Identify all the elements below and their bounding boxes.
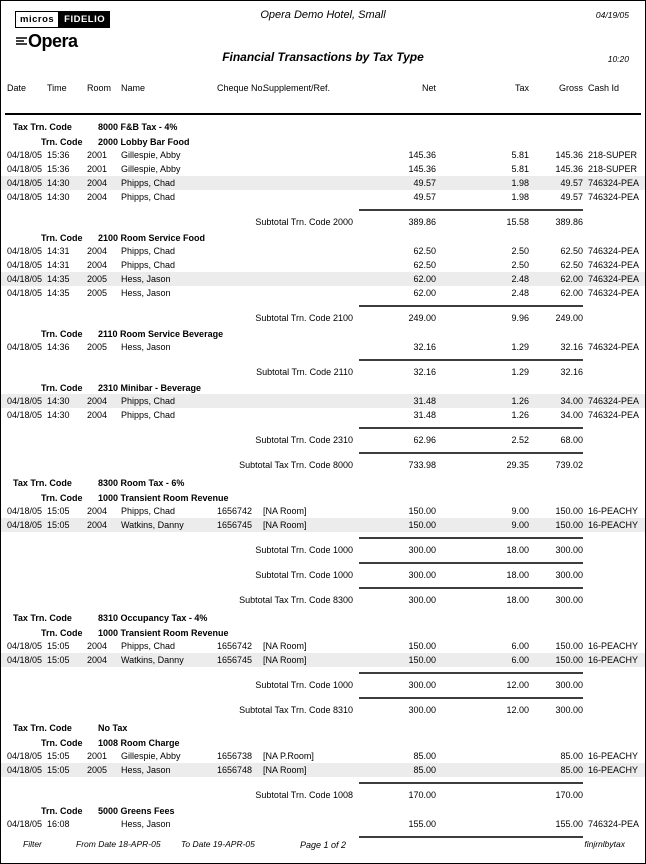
row-time: 15:36: [47, 164, 70, 174]
tax-subtotal-row-block: [1, 447, 645, 472]
row-cash-id: 16-PEACHY: [588, 506, 639, 516]
subtotal-net: 300.00: [408, 705, 436, 715]
table-row: [1, 244, 645, 258]
tax-code-label: Tax Trn. Code: [13, 723, 72, 733]
column-header-cash-id: Cash Id: [588, 83, 620, 93]
trn-code-label: Trn. Code: [41, 493, 83, 503]
report-code: finjrnlbytax: [584, 839, 625, 849]
column-header-supplement: Supplement/Ref.: [263, 83, 331, 93]
trn-group-header: [1, 491, 645, 504]
subtotal-net: 733.98: [408, 460, 436, 470]
table-row: [1, 190, 645, 204]
subtotal-tax: 18.00: [506, 570, 529, 580]
row-gross: 145.36: [555, 150, 583, 160]
subtotal-label: Subtotal Trn. Code 1008: [255, 790, 353, 800]
tax-subtotal-row: [1, 454, 645, 472]
row-room: 2004: [87, 178, 108, 188]
subtotal-row: [1, 429, 645, 447]
row-room: 2005: [87, 765, 108, 775]
row-tax: 5.81: [511, 164, 529, 174]
row-name: Hess, Jason: [121, 288, 171, 298]
table-row: [1, 408, 645, 422]
subtotal-row-block: [1, 354, 645, 379]
table-row: [1, 394, 645, 408]
trn-code-value: 1000 Transient Room Revenue: [98, 493, 229, 503]
micros-logo-text: micros: [15, 11, 59, 28]
report-time: 10:20: [607, 54, 629, 64]
trn-code-label: Trn. Code: [41, 738, 83, 748]
row-cheque-no: 1656738: [217, 751, 253, 761]
row-cash-id: 16-PEACHY: [588, 655, 639, 665]
row-net: 145.36: [408, 164, 436, 174]
row-name: Phipps, Chad: [121, 506, 176, 516]
row-room: 2005: [87, 288, 108, 298]
row-tax: 2.48: [511, 288, 529, 298]
tax-code-label: Tax Trn. Code: [13, 613, 72, 623]
row-time: 14:35: [47, 274, 70, 284]
row-gross: 32.16: [560, 342, 583, 352]
row-tax: 6.00: [511, 655, 529, 665]
row-gross: 150.00: [555, 506, 583, 516]
row-gross: 49.57: [560, 192, 583, 202]
table-row: [1, 749, 645, 763]
subtotal-row: [1, 211, 645, 229]
row-date: 04/18/05: [7, 396, 43, 406]
row-net: 31.48: [413, 396, 436, 406]
subtotal-label: Subtotal Trn. Code 1000: [255, 545, 353, 555]
row-tax: 1.26: [511, 410, 529, 420]
subtotal-tax: 12.00: [506, 680, 529, 690]
tax-section-header: [1, 721, 645, 734]
row-gross: 34.00: [560, 396, 583, 406]
row-gross: 150.00: [555, 641, 583, 651]
row-cheque-no: 1656748: [217, 765, 253, 775]
tax-code-value: 8310 Occupancy Tax - 4%: [98, 613, 208, 623]
row-net: 150.00: [408, 641, 436, 651]
row-tax: 9.00: [511, 520, 529, 530]
row-cheque-no: 1656742: [217, 641, 253, 651]
subtotal-row-block: [1, 667, 645, 692]
row-date: 04/18/05: [7, 178, 43, 188]
trn-code-label: Trn. Code: [41, 329, 83, 339]
row-gross: 150.00: [555, 655, 583, 665]
row-time: 15:05: [47, 520, 70, 530]
row-date: 04/18/05: [7, 192, 43, 202]
subtotal-label: Subtotal Trn. Code 2310: [255, 435, 353, 445]
subtotal-gross: 739.02: [555, 460, 583, 470]
row-room: 2004: [87, 641, 108, 651]
subtotal-tax: 2.52: [511, 435, 529, 445]
row-net: 62.00: [413, 288, 436, 298]
tax-subtotal-row-block: [1, 692, 645, 717]
trn-group-header: [1, 626, 645, 639]
row-net: 85.00: [413, 765, 436, 775]
row-room: 2004: [87, 260, 108, 270]
row-name: Watkins, Danny: [121, 520, 184, 530]
row-time: 16:08: [47, 819, 70, 829]
subtotal-row-block: [1, 422, 645, 447]
row-date: 04/18/05: [7, 506, 43, 516]
row-tax: 1.29: [511, 342, 529, 352]
row-cash-id: 746324-PEA: [588, 396, 640, 406]
trn-code-value: 1008 Room Charge: [98, 738, 180, 748]
subtotal-gross: 389.86: [555, 217, 583, 227]
column-header-row: [1, 81, 645, 95]
table-row: [1, 653, 645, 667]
trn-code-value: 5000 Greens Fees: [98, 806, 175, 816]
row-name: Phipps, Chad: [121, 178, 176, 188]
row-room: 2005: [87, 274, 108, 284]
row-tax: 6.00: [511, 641, 529, 651]
row-gross: 62.00: [560, 274, 583, 284]
column-header-room: Room: [87, 83, 112, 93]
row-gross: 155.00: [555, 819, 583, 829]
subtotal-gross: 170.00: [555, 790, 583, 800]
row-cash-id: 746324-PEA: [588, 288, 640, 298]
row-net: 145.36: [408, 150, 436, 160]
row-date: 04/18/05: [7, 274, 43, 284]
table-row: [1, 504, 645, 518]
row-date: 04/18/05: [7, 641, 43, 651]
row-tax: 2.50: [511, 260, 529, 270]
row-cash-id: 746324-PEA: [588, 178, 640, 188]
subtotal-net: 300.00: [408, 595, 436, 605]
trn-group-header: [1, 381, 645, 394]
subtotal-gross: 300.00: [555, 705, 583, 715]
row-room: 2005: [87, 342, 108, 352]
row-time: 14:36: [47, 342, 70, 352]
row-gross: 49.57: [560, 178, 583, 188]
row-net: 32.16: [413, 342, 436, 352]
column-header-name: Name: [121, 83, 146, 93]
row-name: Gillespie, Abby: [121, 150, 181, 160]
trn-code-value: 2310 Minibar - Beverage: [98, 383, 202, 393]
table-row: [1, 286, 645, 300]
tax-section-header: [1, 476, 645, 489]
row-net: 155.00: [408, 819, 436, 829]
trn-code-label: Trn. Code: [41, 383, 83, 393]
row-net: 150.00: [408, 655, 436, 665]
column-header-tax: Tax: [514, 83, 529, 93]
row-time: 14:30: [47, 396, 70, 406]
row-name: Hess, Jason: [121, 342, 171, 352]
row-name: Phipps, Chad: [121, 260, 176, 270]
row-time: 14:30: [47, 192, 70, 202]
subtotal-tax: 9.96: [511, 313, 529, 323]
page-indicator: Page 1 of 2: [299, 840, 347, 850]
row-room: 2004: [87, 246, 108, 256]
row-gross: 145.36: [555, 164, 583, 174]
subtotal-tax: 29.35: [506, 460, 529, 470]
row-time: 15:05: [47, 751, 70, 761]
subtotal-net: 300.00: [408, 570, 436, 580]
row-gross: 62.00: [560, 288, 583, 298]
row-cash-id: 16-PEACHY: [588, 641, 639, 651]
table-row: [1, 763, 645, 777]
subtotal-net: 32.16: [413, 367, 436, 377]
row-tax: 1.98: [511, 192, 529, 202]
row-room: 2004: [87, 192, 108, 202]
row-date: 04/18/05: [7, 655, 43, 665]
subtotal-row: [1, 361, 645, 379]
row-name: Phipps, Chad: [121, 192, 176, 202]
row-gross: 62.50: [560, 260, 583, 270]
row-date: 04/18/05: [7, 164, 43, 174]
row-cash-id: 746324-PEA: [588, 342, 640, 352]
tax-code-label: Tax Trn. Code: [13, 478, 72, 488]
subtotal-tax: 18.00: [506, 595, 529, 605]
column-header-cheque-no: Cheque No.: [217, 83, 266, 93]
trn-code-label: Trn. Code: [41, 628, 83, 638]
row-date: 04/18/05: [7, 751, 43, 761]
row-date: 04/18/05: [7, 765, 43, 775]
report-title: Financial Transactions by Tax Type: [222, 50, 424, 64]
trn-group-header: [1, 231, 645, 244]
report-body: [1, 116, 645, 840]
row-room: 2004: [87, 410, 108, 420]
row-gross: 62.50: [560, 246, 583, 256]
row-name: Hess, Jason: [121, 819, 171, 829]
tax-section-header: [1, 120, 645, 133]
filter-from-date: From Date 18-APR-05: [76, 839, 161, 849]
subtotal-gross: 300.00: [555, 570, 583, 580]
row-room: 2004: [87, 396, 108, 406]
row-time: 15:36: [47, 150, 70, 160]
row-cash-id: 746324-PEA: [588, 819, 640, 829]
row-date: 04/18/05: [7, 342, 43, 352]
subtotal-label: Subtotal Tax Trn. Code 8300: [239, 595, 353, 605]
table-row: [1, 272, 645, 286]
subtotal-tax: 15.58: [506, 217, 529, 227]
trn-code-label: Trn. Code: [41, 137, 83, 147]
subtotal-label: Subtotal Trn. Code 2000: [255, 217, 353, 227]
row-supplement: [NA Room]: [263, 765, 307, 775]
subtotal-gross: 32.16: [560, 367, 583, 377]
table-row: [1, 258, 645, 272]
row-time: 15:05: [47, 506, 70, 516]
row-room: 2001: [87, 150, 108, 160]
table-row: [1, 176, 645, 190]
subtotal-tax: 18.00: [506, 545, 529, 555]
row-time: 14:30: [47, 410, 70, 420]
tax-subtotal-row: [1, 589, 645, 607]
row-date: 04/18/05: [7, 260, 43, 270]
subtotal-net: 300.00: [408, 680, 436, 690]
header-rule: [5, 113, 641, 115]
row-net: 62.00: [413, 274, 436, 284]
row-tax: 9.00: [511, 506, 529, 516]
subtotal-gross: 249.00: [555, 313, 583, 323]
row-time: 14:30: [47, 178, 70, 188]
row-time: 15:05: [47, 765, 70, 775]
column-header-date: Date: [7, 83, 27, 93]
subtotal-row-block: [1, 300, 645, 325]
row-supplement: [NA Room]: [263, 520, 307, 530]
row-cheque-no: 1656745: [217, 520, 253, 530]
row-date: 04/18/05: [7, 520, 43, 530]
subtotal-row-block: [1, 777, 645, 802]
subtotal-row: [1, 307, 645, 325]
row-tax: 2.50: [511, 246, 529, 256]
subtotal-row-block: [1, 557, 645, 582]
row-name: Phipps, Chad: [121, 396, 176, 406]
row-net: 150.00: [408, 520, 436, 530]
trn-group-header: [1, 736, 645, 749]
tax-subtotal-row: [1, 699, 645, 717]
subtotal-row: [1, 539, 645, 557]
tax-code-value: 8000 F&B Tax - 4%: [98, 122, 178, 132]
subtotal-gross: 68.00: [560, 435, 583, 445]
row-time: 14:31: [47, 246, 70, 256]
tax-section-header: [1, 611, 645, 624]
row-room: 2001: [87, 164, 108, 174]
row-cash-id: 218-SUPER: [588, 150, 638, 160]
row-cash-id: 746324-PEA: [588, 260, 640, 270]
subtotal-label: Subtotal Trn. Code 2100: [255, 313, 353, 323]
row-cash-id: 746324-PEA: [588, 192, 640, 202]
row-gross: 85.00: [560, 751, 583, 761]
fidelio-logo-text: FIDELIO: [59, 11, 110, 28]
subtotal-net: 300.00: [408, 545, 436, 555]
report-footer: [1, 839, 645, 853]
row-tax: 1.98: [511, 178, 529, 188]
tax-code-value: No Tax: [98, 723, 128, 733]
table-row: [1, 639, 645, 653]
table-row: [1, 162, 645, 176]
row-name: Gillespie, Abby: [121, 164, 181, 174]
subtotal-label: Subtotal Tax Trn. Code 8000: [239, 460, 353, 470]
subtotal-net: 389.86: [408, 217, 436, 227]
row-gross: 85.00: [560, 765, 583, 775]
tax-code-label: Tax Trn. Code: [13, 122, 72, 132]
subtotal-label: Subtotal Trn. Code 1000: [255, 570, 353, 580]
subtotal-label: Subtotal Tax Trn. Code 8310: [239, 705, 353, 715]
tax-subtotal-row-block: [1, 582, 645, 607]
row-date: 04/18/05: [7, 819, 43, 829]
subtotal-label: Subtotal Trn. Code 1000: [255, 680, 353, 690]
row-name: Hess, Jason: [121, 765, 171, 775]
subtotal-tax: 12.00: [506, 705, 529, 715]
trn-code-value: 2000 Lobby Bar Food: [98, 137, 190, 147]
row-name: Hess, Jason: [121, 274, 171, 284]
row-cash-id: 16-PEACHY: [588, 765, 639, 775]
row-net: 31.48: [413, 410, 436, 420]
row-name: Phipps, Chad: [121, 246, 176, 256]
row-date: 04/18/05: [7, 288, 43, 298]
row-room: 2001: [87, 751, 108, 761]
row-name: Phipps, Chad: [121, 641, 176, 651]
row-date: 04/18/05: [7, 410, 43, 420]
column-header-gross: Gross: [558, 83, 583, 93]
row-net: 85.00: [413, 751, 436, 761]
subtotal-row-block: [1, 204, 645, 229]
row-name: Gillespie, Abby: [121, 751, 181, 761]
subtotal-rule: [359, 836, 583, 838]
opera-logo-text: Opera: [28, 31, 78, 51]
tax-code-value: 8300 Room Tax - 6%: [98, 478, 185, 488]
row-net: 150.00: [408, 506, 436, 516]
row-time: 14:35: [47, 288, 70, 298]
subtotal-row: [1, 674, 645, 692]
row-name: Phipps, Chad: [121, 410, 176, 420]
table-row: [1, 340, 645, 354]
row-net: 49.57: [413, 192, 436, 202]
row-supplement: [NA Room]: [263, 655, 307, 665]
row-supplement: [NA P.Room]: [263, 751, 314, 761]
row-tax: 2.48: [511, 274, 529, 284]
subtotal-gross: 300.00: [555, 595, 583, 605]
row-cheque-no: 1656745: [217, 655, 253, 665]
subtotal-row: [1, 564, 645, 582]
row-net: 62.50: [413, 260, 436, 270]
filter-label: Filter: [23, 839, 42, 849]
subtotal-net: 249.00: [408, 313, 436, 323]
row-name: Watkins, Danny: [121, 655, 184, 665]
subtotal-gross: 300.00: [555, 545, 583, 555]
opera-logo: [15, 31, 78, 52]
column-header-time: Time: [47, 83, 67, 93]
filter-to-date: To Date 19-APR-05: [181, 839, 255, 849]
row-cash-id: 746324-PEA: [588, 274, 640, 284]
row-cash-id: 16-PEACHY: [588, 751, 639, 761]
subtotal-row-block: [1, 532, 645, 557]
trn-group-header: [1, 804, 645, 817]
row-time: 15:05: [47, 655, 70, 665]
report-date: 04/19/05: [595, 10, 629, 20]
row-tax: 1.26: [511, 396, 529, 406]
table-row: [1, 817, 645, 831]
row-cash-id: 218-SUPER: [588, 164, 638, 174]
row-cash-id: 16-PEACHY: [588, 520, 639, 530]
trn-code-value: 2100 Room Service Food: [98, 233, 206, 243]
row-time: 14:31: [47, 260, 70, 270]
hotel-name: Opera Demo Hotel, Small: [260, 9, 386, 21]
subtotal-net: 170.00: [408, 790, 436, 800]
row-gross: 34.00: [560, 410, 583, 420]
trn-code-label: Trn. Code: [41, 806, 83, 816]
row-cash-id: 746324-PEA: [588, 246, 640, 256]
trn-code-label: Trn. Code: [41, 233, 83, 243]
subtotal-gross: 300.00: [555, 680, 583, 690]
trn-group-header: [1, 327, 645, 340]
subtotal-label: Subtotal Trn. Code 2110: [256, 367, 353, 377]
table-row: [1, 148, 645, 162]
row-tax: 5.81: [511, 150, 529, 160]
table-row: [1, 518, 645, 532]
row-room: 2004: [87, 655, 108, 665]
subtotal-row: [1, 784, 645, 802]
subtotal-net: 62.96: [413, 435, 436, 445]
row-net: 62.50: [413, 246, 436, 256]
row-time: 15:05: [47, 641, 70, 651]
subtotal-tax: 1.29: [511, 367, 529, 377]
row-room: 2004: [87, 520, 108, 530]
row-date: 04/18/05: [7, 150, 43, 160]
row-room: 2004: [87, 506, 108, 516]
row-cheque-no: 1656742: [217, 506, 253, 516]
row-cash-id: 746324-PEA: [588, 410, 640, 420]
row-supplement: [NA Room]: [263, 641, 307, 651]
column-header-net: Net: [421, 83, 436, 93]
trn-group-header: [1, 135, 645, 148]
row-date: 04/18/05: [7, 246, 43, 256]
row-supplement: [NA Room]: [263, 506, 307, 516]
row-net: 49.57: [413, 178, 436, 188]
trn-code-value: 1000 Transient Room Revenue: [98, 628, 229, 638]
trn-code-value: 2110 Room Service Beverage: [98, 329, 224, 339]
row-gross: 150.00: [555, 520, 583, 530]
